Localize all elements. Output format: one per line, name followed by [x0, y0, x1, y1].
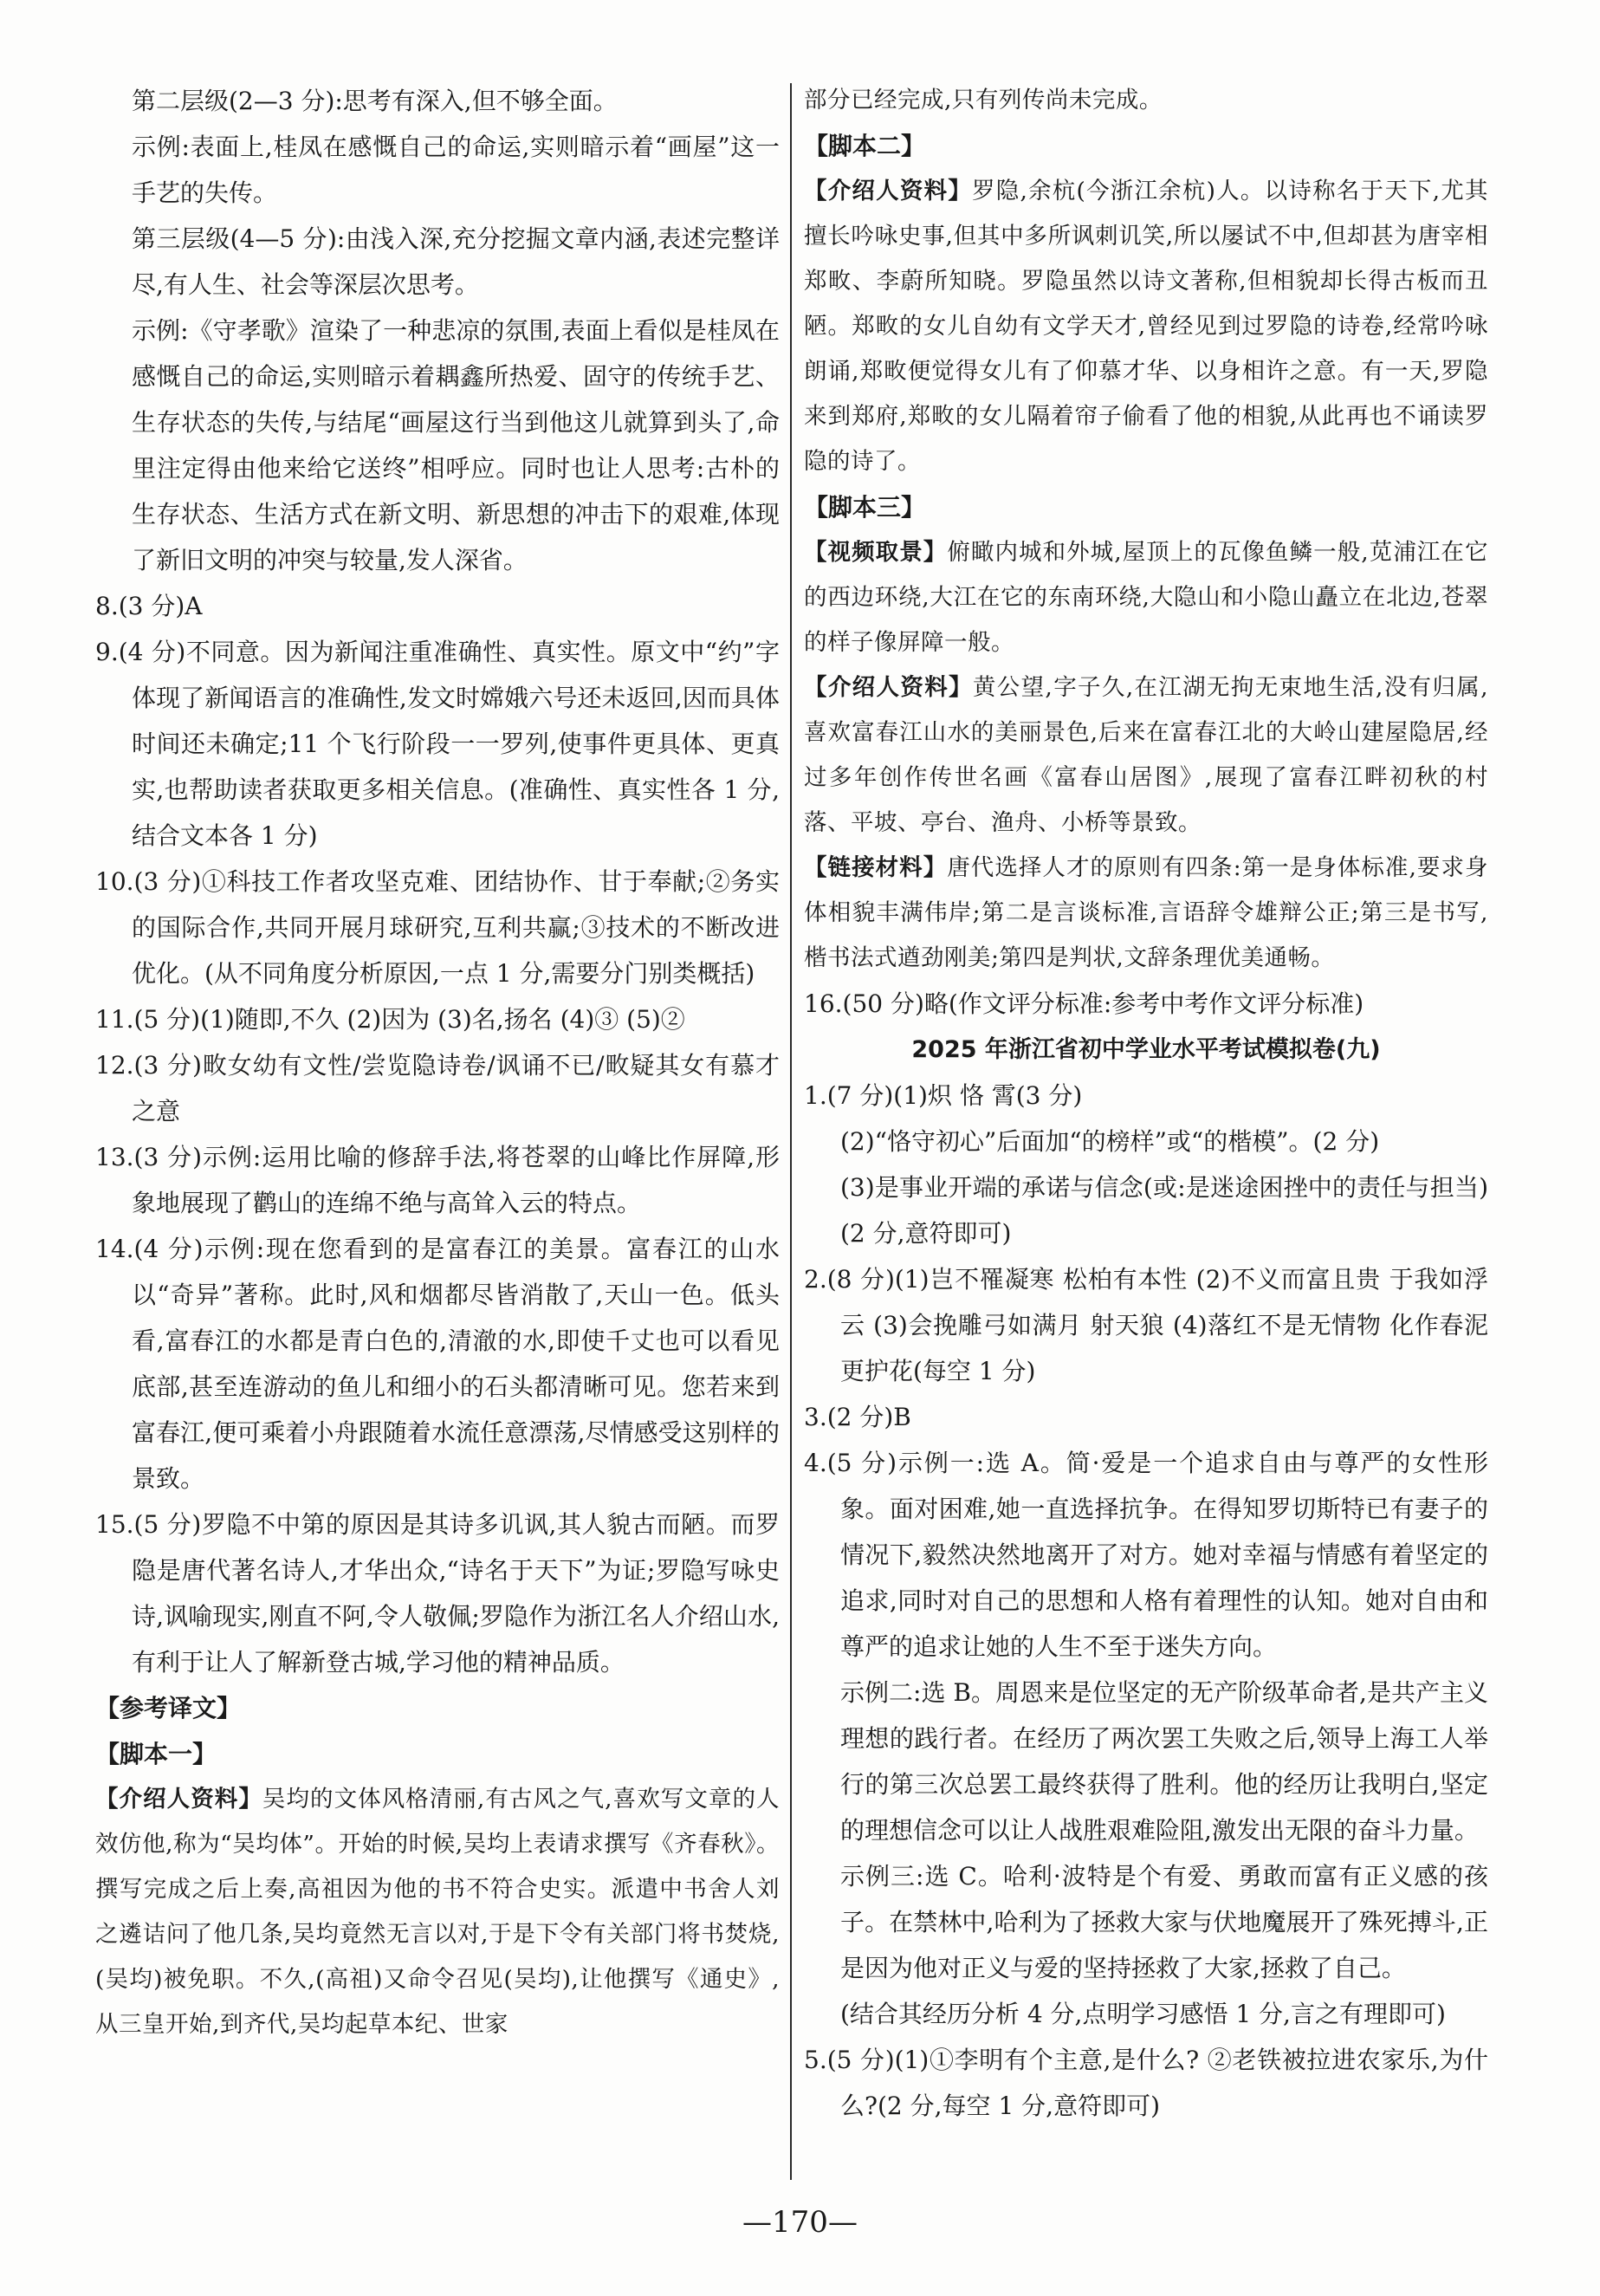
script-1-ending: 部分已经完成,只有列传尚未完成。: [804, 87, 1163, 114]
level-3-example: 示例:《守孝歌》渲染了一种悲凉的氛围,表面上看似是桂凤在感慨自己的命运,实则暗示着耦鑫所热爱、固守的传统手艺、生存状态的失传,与结尾“画屋这行当到他这儿就算到头了,命里注定得由他来给它送终”相呼应。同时也让人思考:古朴的生存状态、生活方式在新文明、新思想的冲击下的艰难,体现了新旧文明的冲突与较量,发人深省。: [132, 316, 780, 574]
answer-14: 14.(4 分)示例:现在您看到的是富春江的美景。富春江的山水以“奇异”著称。此时,风和烟都尽皆消散了,天山一色。低头看,富春江的水都是青白色的,清澈的水,即使千丈也可以看见底部,甚至连游动的鱼儿和细小的石头都清晰可见。您若来到富春江,便可乘着小舟跟随着水流任意漂荡,尽情感受这别样的景致。: [95, 1235, 780, 1493]
answer-16: 16.(50 分)略(作文评分标准:参考中考作文评分标准): [804, 989, 1364, 1018]
column-divider: [790, 83, 792, 2180]
script-2-text: [804, 169, 1488, 484]
answer-15: 15.(5 分)罗隐不中第的原因是其诗多讥讽,其人貌古而陋。而罗隐是唐代著名诗人,才华出众,“诗名于天下”为证;罗隐写咏史诗,讽喻现实,刚直不阿,令人敬佩;罗隐作为浙江名人介绍山水,有利于让人了解新登古城,学习他的精神品质。: [95, 1510, 780, 1677]
script-2-body: 罗隐,余杭(今浙江余杭)人。以诗称名于天下,尤其擅长吟咏史事,但其中多所讽刺讥笑,所以屡试不中,但却甚为唐宰相郑畋、李蔚所知晓。罗隐虽然以诗文著称,但相貌却长得古板而丑陋。郑畋的女儿自幼有文学天才,曾经见到过罗隐的诗卷,经常吟咏朗诵,郑畋便觉得女儿有了仰慕才华、以身相许之意。有一天,罗隐来到郑府,郑畋的女儿隔着帘子偷看了他的相貌,从此再也不诵读罗隐的诗了。: [804, 178, 1488, 475]
exam-title: 2025 年浙江省初中学业水平考试模拟卷(九): [911, 1036, 1381, 1063]
answer-1-part-1: 1.(7 分)(1)炽 恪 霄(3 分): [804, 1081, 1083, 1110]
level-2-example: 示例:表面上,桂凤在感慨自己的命运,实则暗示着“画屋”这一手艺的失传。: [132, 133, 780, 207]
answer-4-example-3: 示例三:选 C。哈利·波特是个有爱、勇敢而富有正义感的孩子。在禁林中,哈利为了拯救大家与伏地魔展开了殊死搏斗,正是因为他对正义与爱的坚持拯救了大家,拯救了自己。: [840, 1862, 1488, 1982]
level-3-criteria: 第三层级(4—5 分):由浅入深,充分挖掘文章内涵,表述完整详尽,有人生、社会等深层次思考。: [132, 224, 780, 299]
answer-11: 11.(5 分)(1)随即,不久 (2)因为 (3)名,扬名 (4)③ (5)②: [95, 1005, 685, 1034]
answer-5: 5.(5 分)(1)①李明有个主意,是什么? ②老铁被拉进农家乐,为什么?(2 分,每空 1 分,意符即可): [804, 2046, 1488, 2120]
level-2-criteria: 第二层级(2—3 分):思考有深入,但不够全面。: [132, 87, 618, 115]
script-1-heading: 【脚本一】: [95, 1740, 217, 1768]
answer-12: 12.(3 分)畋女幼有文性/尝览隐诗卷/讽诵不已/畋疑其女有慕才之意: [95, 1051, 780, 1125]
right-column: [804, 78, 1488, 2129]
answer-4-scoring-note: (结合其经历分析 4 分,点明学习感悟 1 分,言之有理即可): [840, 2000, 1446, 2028]
answer-13: 13.(3 分)示例:运用比喻的修辞手法,将苍翠的山峰比作屏障,形象地展现了鹳山的连绵不绝与高耸入云的特点。: [95, 1143, 780, 1217]
script-1-tag: 【介绍人资料】: [95, 1786, 262, 1813]
script-3-tag-video: 【视频取景】: [804, 539, 948, 566]
script-3-tag-profile: 【介绍人资料】: [804, 674, 973, 701]
script-1-text: [95, 1777, 780, 2047]
script-3-tag-link: 【链接材料】: [804, 854, 948, 881]
answer-2: 2.(8 分)(1)岂不罹凝寒 松柏有本性 (2)不义而富且贵 于我如浮云 (3)会挽雕弓如满月 射天狼 (4)落红不是无情物 化作春泥更护花(每空 1 分): [804, 1265, 1488, 1385]
script-3-profile: [804, 665, 1488, 846]
script-2-tag: 【介绍人资料】: [804, 178, 973, 204]
answer-9: 9.(4 分)不同意。因为新闻注重准确性、真实性。原文中“约”字体现了新闻语言的准确性,发文时嫦娥六号还未返回,因而具体时间还未确定;11 个飞行阶段一一罗列,使事件更具体、更真实,也帮助读者获取更多相关信息。(准确性、真实性各 1 分,结合文本各 1 分): [95, 638, 780, 850]
answer-4: 4.(5 分)示例一:选 A。简·爱是一个追求自由与尊严的女性形象。面对困难,她一直选择抗争。在得知罗切斯特已有妻子的情况下,毅然决然地离开了对方。她对幸福与情感有着坚定的追求,同时对自己的思想和人格有着理性的认知。她对自由和尊严的追求让她的人生不至于迷失方向。: [804, 1449, 1488, 1661]
answer-1-part-3: (3)是事业开端的承诺与信念(或:是迷途困挫中的责任与担当)(2 分,意符即可): [840, 1173, 1488, 1248]
script-3-profile-body: 黄公望,字子久,在江湖无拘无束地生活,没有归属,喜欢富春江山水的美丽景色,后来在富春江北的大岭山建屋隐居,经过多年创作传世名画《富春山居图》,展现了富春江畔初秋的村落、平坡、亭台、渔舟、小桥等景致。: [804, 674, 1488, 836]
script-1-body: 吴均的文体风格清丽,有古风之气,喜欢写文章的人效仿他,称为“吴均体”。开始的时候,吴均上表请求撰写《齐春秋》。撰写完成之后上奏,高祖因为他的书不符合史实。派遣中书舍人刘之遴诘问了他几条,吴均竟然无言以对,于是下令有关部门将书焚烧,(吴均)被免职。不久,(高祖)又命令召见(吴均),让他撰写《通史》,从三皇开始,到齐代,吴均起草本纪、世家: [95, 1786, 780, 2038]
answer-10: 10.(3 分)①科技工作者攻坚克难、团结协作、甘于奉献;②务实的国际合作,共同开展月球研究,互利共赢;③技术的不断改进优化。(从不同角度分析原因,一点 1 分,需要分门别类概括): [95, 867, 780, 988]
answer-8: 8.(3 分)A: [95, 592, 203, 620]
answer-4-example-2: 示例二:选 B。周恩来是位坚定的无产阶级革命者,是共产主义理想的践行者。在经历了两次罢工失败之后,领导上海工人举行的第三次总罢工最终获得了胜利。他的经历让我明白,坚定的理想信念可以让人战胜艰难险阻,激发出无限的奋斗力量。: [840, 1678, 1488, 1845]
script-3-video: [804, 530, 1488, 665]
page-number: —170—: [742, 2205, 858, 2240]
script-3-link-body: 唐代选择人才的原则有四条:第一是身体标准,要求身体相貌丰满伟岸;第二是言谈标准,言语辞令雄辩公正;第三是书写,楷书法式遒劲刚美;第四是判状,文辞条理优美通畅。: [804, 854, 1489, 971]
script-3-video-body: 俯瞰内城和外城,屋顶上的瓦像鱼鳞一般,苋浦江在它的西边环绕,大江在它的东南环绕,大隐山和小隐山矗立在北边,苍翠的样子像屏障一般。: [804, 539, 1488, 656]
script-2-heading: 【脚本二】: [804, 132, 926, 160]
reference-translation-heading: 【参考译文】: [95, 1694, 242, 1722]
answer-1-part-2: (2)“恪守初心”后面加“的榜样”或“的楷模”。(2 分): [840, 1127, 1380, 1156]
answer-3: 3.(2 分)B: [804, 1403, 911, 1431]
script-3-heading: 【脚本三】: [804, 493, 926, 522]
left-column: [95, 78, 780, 2047]
script-3-link: [804, 846, 1488, 981]
